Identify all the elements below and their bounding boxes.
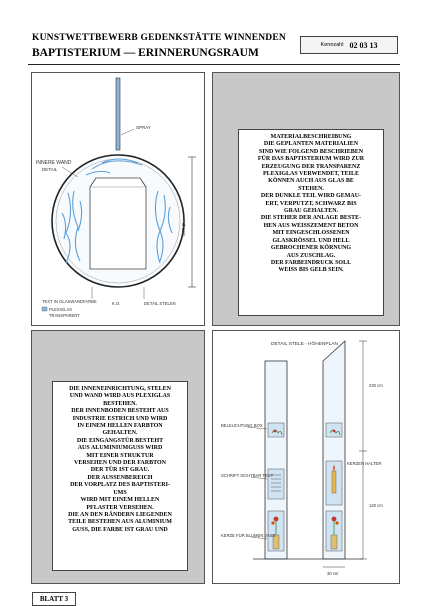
label-bottom-mid: K.O. xyxy=(112,301,121,306)
label-height-lower: 120 cm xyxy=(369,503,383,508)
header-rule xyxy=(28,64,400,65)
baptistery-plan-sketch xyxy=(32,73,204,325)
left-flower xyxy=(274,517,279,522)
title-line-2: BAPTISTERIUM — ERINNERUNGSRAUM xyxy=(32,47,259,59)
material-textcard xyxy=(238,129,384,316)
label-width: 30 cm xyxy=(327,571,339,576)
interior-textcard xyxy=(52,381,188,571)
material-panel xyxy=(212,72,400,326)
sketch-panel-top-left xyxy=(31,72,205,326)
label-transparent: TRANSPARENT xyxy=(49,313,80,318)
top-stele xyxy=(116,78,120,150)
label-bottom-right: DETAIL STELEN xyxy=(144,301,176,306)
interior-description: DIE INNENEINRICHTUNG, STELEN UND WAND WIRD AUS PLEXIGLAS BESTEHEN. DER INNENBODEN BESTEHT AUS INDUSTRIE ESTRICH UND WIRD IN EINEM HELLEN FARBTON GEHALTEN. DIE EINGANGSTÜR BESTEHT AUS ALUMINIUMGUSS WIRD MIT EINER STRUKTUR VERSEHEN UND DER FARBTON DER TÜR IST GRAU. DER AUSSENBEREICH DER VORPLATZ DES BAPTISTERI- UMS WIRD MIT EINEM HELLEN PFLASTER VERSEHEN. DIE AN DEN RÄNDERN LIEGENDEN TEILE BESTEHEN AUS ALUMINIUM GUSS, DIE FARBE IST GRAU UND xyxy=(68,386,172,533)
code-number: 02 03 13 xyxy=(349,40,378,50)
title-line-1: KUNSTWETTBEWERB GEDENKSTÄTTE WINNENDEN xyxy=(32,33,286,43)
header xyxy=(28,30,400,64)
label-dimension-right: Ø 10m xyxy=(181,223,186,237)
label-schrift: SCHRIFT SICHTBAR TEXT xyxy=(221,473,274,478)
label-detail: DETAIL xyxy=(42,167,58,172)
candle xyxy=(332,471,336,493)
sketch-panel-bottom-right xyxy=(212,330,400,584)
label-beleuchtung: BELEUCHTUNG BOX xyxy=(221,423,263,428)
interior-panel xyxy=(31,330,205,584)
right-vase xyxy=(331,535,337,549)
label-height-upper: 230 cm xyxy=(369,383,383,388)
material-description: MATERIALBESCHREIBUNG DIE GEPLANTEN MATERIALIEN SIND WIE FOLGEND BESCHRIEBEN FÜR DAS BAPTISTERIUM WIRD ZUR ERZEUGUNG DER TRANSPARENZ PLEXIGLAS VERWENDET, TEILE KÖNNEN AUCH AUS GLAS BE STEHEN. DER DUNKLE TEIL WIRD GEMAU- ERT, VERPUTZT, SCHWARZ BIS GRAU GEHALTEN. DIE STEHER DER ANLAGE BESTE- HEN AUS WEISSZEMENT BETON MIT EINGESCHLOSSENEN GLASKRÖSSEL UND HELL GEBROCHENER KÖRNUNG AUS ZUSCHLAG. DER FARBEINDRUCK SOLL WEISS BIS GELB SEIN. xyxy=(257,134,365,274)
label-innere-wand: INNERE WAND xyxy=(36,160,72,166)
right-flower xyxy=(332,517,337,522)
label-bottom-left: TEXT IN GLASWANDFARBE xyxy=(42,299,97,304)
central-box xyxy=(90,178,146,269)
code-label: Kennzahl xyxy=(320,42,344,48)
label-spray: SPRAY xyxy=(136,125,151,130)
label-kerze-vase: KERZE FÜR BLUMEN VASE xyxy=(221,533,276,538)
label-plexiglas: PLEXIGLAS xyxy=(49,307,73,312)
label-kerzenhalter: KERZEN HALTER xyxy=(347,461,382,466)
sheet-number: BLATT 3 xyxy=(32,592,76,606)
sheet xyxy=(28,30,400,603)
code-box xyxy=(300,36,398,54)
label-stele-top: DETAIL STELE - HÖHENPLAN xyxy=(271,342,338,347)
stele-elevation-sketch xyxy=(213,331,399,583)
legend-swatch xyxy=(42,307,47,311)
